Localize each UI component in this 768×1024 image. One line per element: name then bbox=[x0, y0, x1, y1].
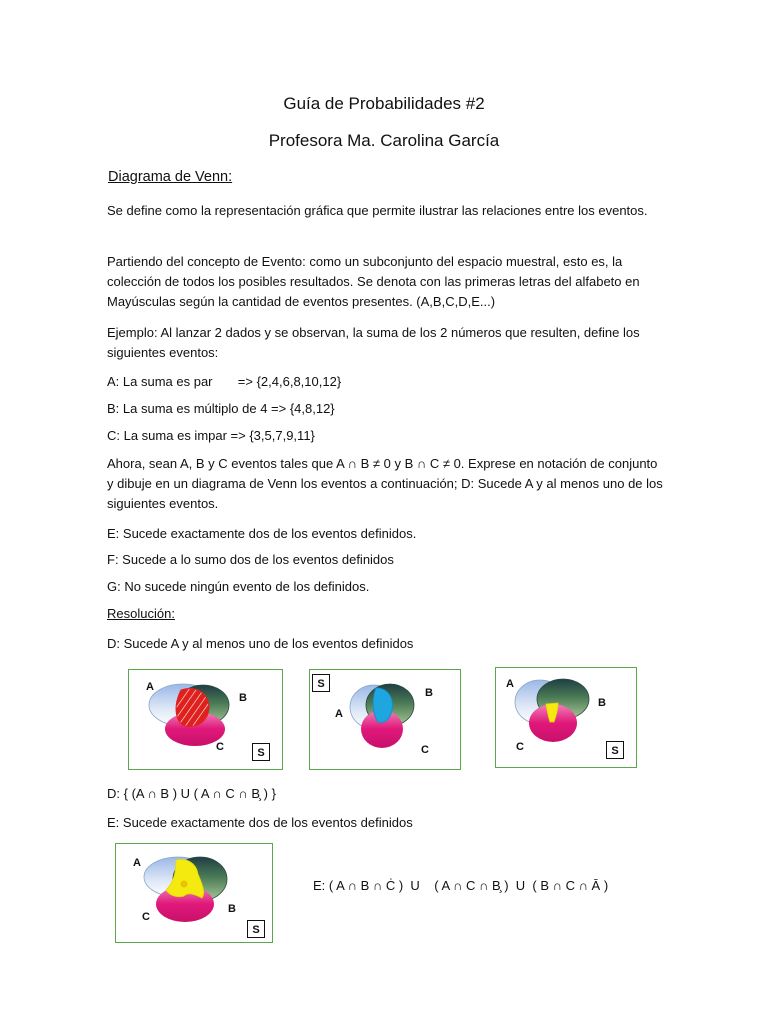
label-a: A bbox=[146, 681, 154, 693]
resolution-heading: Resolución: bbox=[107, 606, 175, 621]
sample-space-box: S bbox=[606, 741, 624, 759]
label-a: A bbox=[335, 708, 343, 720]
e-formula: E: ( A ∩ B ∩ Ċ ) U ( A ∩ C ∩ B̧ ) U ( B ∩ C ∩ Ā ) bbox=[313, 878, 609, 893]
venn-diagram-e bbox=[115, 843, 273, 943]
page-title: Guía de Probabilidades #2 bbox=[283, 94, 485, 113]
e-heading: E: Sucede exactamente dos de los eventos definidos bbox=[107, 815, 413, 830]
item-e-line: E: Sucede exactamente dos de los eventos definidos. bbox=[107, 526, 417, 541]
shaded-region-red bbox=[176, 689, 209, 727]
venn-diagram-d3 bbox=[495, 667, 637, 768]
page-subtitle: Profesora Ma. Carolina García bbox=[268, 131, 500, 150]
d-formula: D: { (A ∩ B ) U ( A ∩ C ∩ B̧ ) } bbox=[107, 786, 276, 801]
sample-space-box: S bbox=[247, 920, 265, 938]
venn-diagram-d1 bbox=[128, 669, 283, 770]
center-region bbox=[181, 881, 188, 888]
event-a-line: A: La suma es par => {2,4,6,8,10,12} bbox=[107, 374, 342, 389]
label-c: C bbox=[142, 911, 150, 923]
event-concept-paragraph: Partiendo del concepto de Evento: como un subconjunto del espacio muestral, esto es, la colección de todos los posibles resultados. Se denota con las primeras letras del alfabeto en Mayúsculas según la cantidad de eventos presentes. (A,B,C,D,E...) bbox=[107, 254, 640, 309]
label-c: C bbox=[216, 741, 224, 753]
label-c: C bbox=[516, 741, 524, 753]
venn-diagram-d2 bbox=[309, 669, 461, 770]
label-a: A bbox=[506, 678, 514, 690]
event-b-line: B: La suma es múltiplo de 4 => {4,8,12} bbox=[107, 401, 335, 416]
definition-paragraph: Se define como la representación gráfica que permite ilustrar las relaciones entre los eventos. bbox=[107, 203, 648, 218]
label-c: C bbox=[421, 744, 429, 756]
label-b: B bbox=[228, 903, 236, 915]
sample-space-box: S bbox=[252, 743, 270, 761]
section-heading: Diagrama de Venn: bbox=[108, 169, 233, 185]
exercise-paragraph: Ahora, sean A, B y C eventos tales que A ∩ B ≠ 0 y B ∩ C ≠ 0. Exprese en notación de conjunto y dibuje en un diagrama de Venn los eventos a continuación; D: Sucede A y al menos uno de los siguientes eventos. bbox=[107, 456, 663, 511]
d-heading: D: Sucede A y al menos uno de los eventos definidos bbox=[107, 636, 414, 651]
item-f-line: F: Sucede a lo sumo dos de los eventos definidos bbox=[107, 552, 394, 567]
label-b: B bbox=[598, 697, 606, 709]
label-b: B bbox=[239, 692, 247, 704]
sample-space-box: S bbox=[312, 674, 330, 692]
label-a: A bbox=[133, 857, 141, 869]
label-b: B bbox=[425, 687, 433, 699]
event-c-line: C: La suma es impar => {3,5,7,9,11} bbox=[107, 428, 315, 443]
item-g-line: G: No sucede ningún evento de los definidos. bbox=[107, 579, 370, 594]
example-paragraph: Ejemplo: Al lanzar 2 dados y se observan, la suma de los 2 números que resulten, define los siguientes eventos: bbox=[107, 325, 640, 360]
